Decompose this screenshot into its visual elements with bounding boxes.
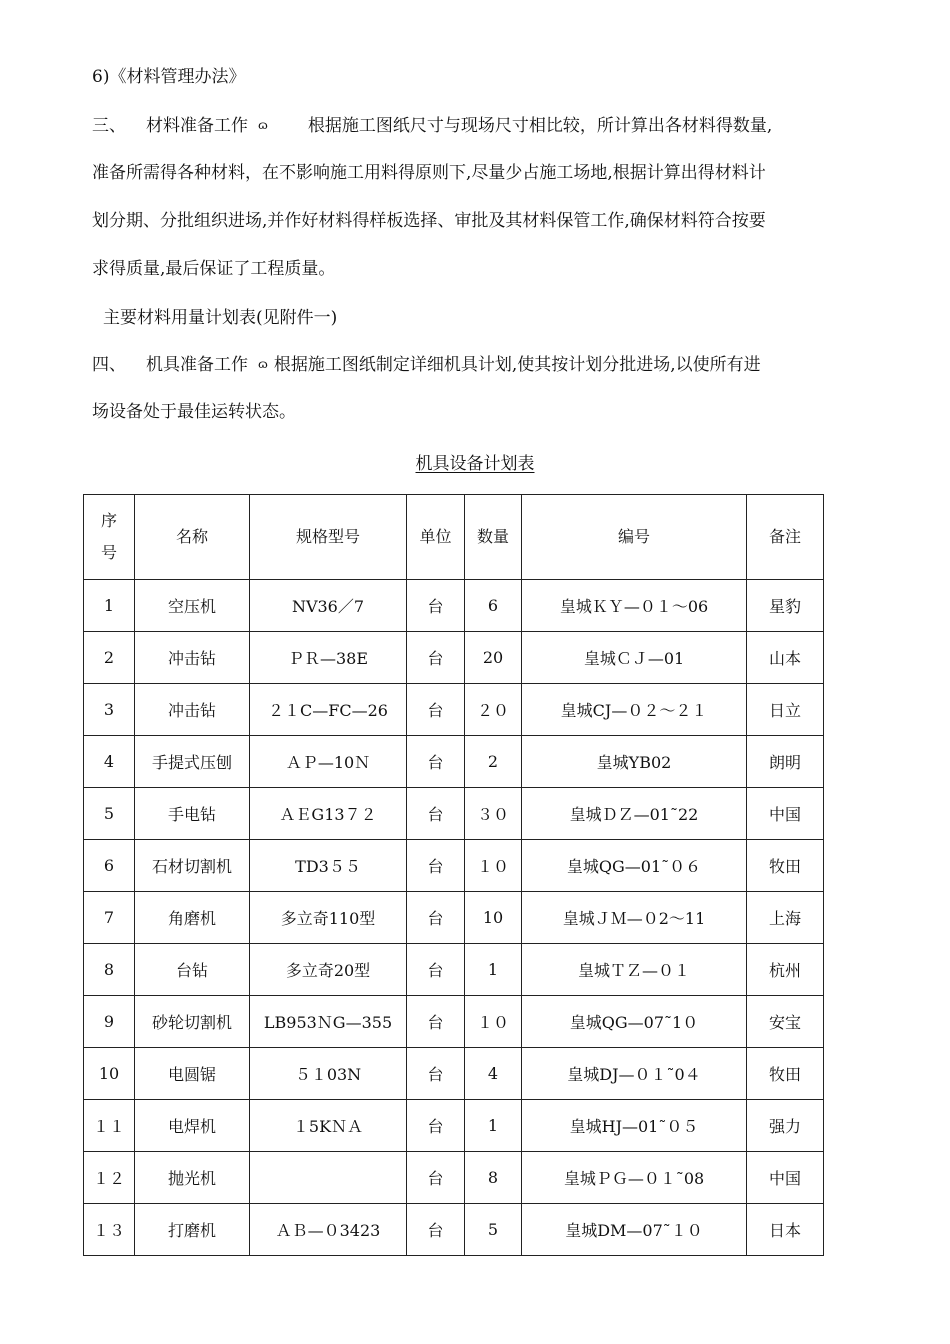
- header-name: 名称: [135, 495, 250, 580]
- header-note: 备注: [747, 495, 824, 580]
- section-3-text-line-3: 划分期、分批组织进场,并作好材料得样板选择、审批及其材料保管工作,确保材料符合按要: [92, 211, 766, 231]
- cell-spec: ＡＢ—０3423: [250, 1204, 407, 1256]
- cell-name: 石材切割机: [135, 840, 250, 892]
- cell-unit: 台: [407, 580, 465, 632]
- table-title: [0, 452, 950, 476]
- cell-seq: 7: [84, 892, 135, 944]
- cell-name: 空压机: [135, 580, 250, 632]
- cell-spec: [250, 1152, 407, 1204]
- cell-note: 牧田: [747, 840, 824, 892]
- cell-qty: １０: [465, 840, 522, 892]
- cell-note: 山本: [747, 632, 824, 684]
- cell-seq: 10: [84, 1048, 135, 1100]
- cell-qty: 8: [465, 1152, 522, 1204]
- table-row: [84, 840, 824, 892]
- cell-seq: 8: [84, 944, 135, 996]
- table-header-row: [84, 495, 824, 580]
- cell-note: 朗明: [747, 736, 824, 788]
- table-row: [84, 1204, 824, 1256]
- reference-line: 6)《材料管理办法》: [92, 67, 246, 87]
- cell-name: 电焊机: [135, 1100, 250, 1152]
- cell-seq: １３: [84, 1204, 135, 1256]
- section-3-heading-line: [92, 113, 862, 138]
- header-spec: 规格型号: [250, 495, 407, 580]
- cell-spec: TD3５５: [250, 840, 407, 892]
- table-row: [84, 632, 824, 684]
- table-row: [84, 580, 824, 632]
- cell-unit: 台: [407, 840, 465, 892]
- cell-name: 冲击钻: [135, 684, 250, 736]
- cell-spec: LB953ＮG—355: [250, 996, 407, 1048]
- cell-spec: ２１C—FC—26: [250, 684, 407, 736]
- cell-spec: ＡＥG13７２: [250, 788, 407, 840]
- table-row: [84, 1152, 824, 1204]
- cell-qty: 20: [465, 632, 522, 684]
- cell-code: 皇城YB02: [522, 736, 747, 788]
- cell-unit: 台: [407, 1048, 465, 1100]
- cell-seq: １２: [84, 1152, 135, 1204]
- header-seq: [84, 495, 135, 580]
- cell-name: 冲击钻: [135, 632, 250, 684]
- cell-name: 手提式压刨: [135, 736, 250, 788]
- cell-seq: １１: [84, 1100, 135, 1152]
- equipment-table: [83, 494, 824, 1256]
- cell-qty: ２０: [465, 684, 522, 736]
- cell-code: 皇城ＪＭ—０2～11: [522, 892, 747, 944]
- cell-unit: 台: [407, 736, 465, 788]
- section-4-title: 机具准备工作: [146, 355, 248, 375]
- cell-unit: 台: [407, 632, 465, 684]
- header-qty: 数量: [465, 495, 522, 580]
- cell-note: 强力: [747, 1100, 824, 1152]
- section-4-heading-line: [92, 352, 862, 377]
- cell-code: 皇城HJ—01˜０５: [522, 1100, 747, 1152]
- cell-code: 皇城QG—01˜０６: [522, 840, 747, 892]
- cell-qty: 10: [465, 892, 522, 944]
- cell-code: 皇城DM—07˜１０: [522, 1204, 747, 1256]
- cell-qty: ３０: [465, 788, 522, 840]
- cell-spec: 多立奇110型: [250, 892, 407, 944]
- cell-note: 日本: [747, 1204, 824, 1256]
- cell-seq: 4: [84, 736, 135, 788]
- bullet-glyph-icon: ɷ: [258, 118, 268, 132]
- header-unit: 单位: [407, 495, 465, 580]
- section-4-number: 四、: [92, 355, 126, 375]
- cell-qty: 1: [465, 944, 522, 996]
- cell-note: 牧田: [747, 1048, 824, 1100]
- cell-unit: 台: [407, 1100, 465, 1152]
- section-4-text-line-1: 根据施工图纸制定详细机具计划,使其按计划分批进场,以使所有进: [273, 355, 761, 375]
- cell-unit: 台: [407, 684, 465, 736]
- cell-name: 台钻: [135, 944, 250, 996]
- cell-spec: 多立奇20型: [250, 944, 407, 996]
- bullet-glyph-icon: ɷ: [258, 357, 268, 371]
- cell-spec: ＰＲ—38E: [250, 632, 407, 684]
- cell-qty: 2: [465, 736, 522, 788]
- table-row: [84, 1100, 824, 1152]
- section-4-text-line-2: 场设备处于最佳运转状态。: [92, 402, 296, 422]
- cell-seq: 3: [84, 684, 135, 736]
- cell-seq: 6: [84, 840, 135, 892]
- material-plan-note: 主要材料用量计划表(见附件一): [103, 308, 338, 328]
- cell-unit: 台: [407, 996, 465, 1048]
- table-row: [84, 1048, 824, 1100]
- table-row: [84, 736, 824, 788]
- cell-note: 杭州: [747, 944, 824, 996]
- cell-code: 皇城ＤＺ—01˜22: [522, 788, 747, 840]
- cell-qty: 4: [465, 1048, 522, 1100]
- header-seq-top: 序: [100, 511, 117, 530]
- table-title-text: 机具设备计划表: [415, 454, 535, 474]
- cell-spec: NV36／7: [250, 580, 407, 632]
- section-3-text-line-4: 求得质量,最后保证了工程质量。: [92, 259, 336, 279]
- table-row: [84, 788, 824, 840]
- table-row: [84, 892, 824, 944]
- cell-code: 皇城ＰＧ—０１˜08: [522, 1152, 747, 1204]
- header-code: 编号: [522, 495, 747, 580]
- section-3-title: 材料准备工作: [146, 116, 248, 136]
- cell-note: 中国: [747, 1152, 824, 1204]
- cell-code: 皇城ＴＺ—０１: [522, 944, 747, 996]
- table-row: [84, 684, 824, 736]
- cell-qty: 5: [465, 1204, 522, 1256]
- cell-seq: 1: [84, 580, 135, 632]
- section-3-number: 三、: [92, 116, 126, 136]
- cell-unit: 台: [407, 1152, 465, 1204]
- cell-qty: １０: [465, 996, 522, 1048]
- cell-code: 皇城QG—07˜1０: [522, 996, 747, 1048]
- cell-code: 皇城DJ—０１˜0４: [522, 1048, 747, 1100]
- cell-unit: 台: [407, 944, 465, 996]
- cell-unit: 台: [407, 1204, 465, 1256]
- cell-note: 日立: [747, 684, 824, 736]
- table-row: [84, 996, 824, 1048]
- cell-note: 中国: [747, 788, 824, 840]
- section-3-text-line-1: 根据施工图纸尺寸与现场尺寸相比较，所计算出各材料得数量,: [307, 116, 773, 136]
- cell-note: 星豹: [747, 580, 824, 632]
- cell-unit: 台: [407, 892, 465, 944]
- cell-unit: 台: [407, 788, 465, 840]
- cell-name: 抛光机: [135, 1152, 250, 1204]
- cell-name: 电圆锯: [135, 1048, 250, 1100]
- cell-code: 皇城ＣＪ—01: [522, 632, 747, 684]
- cell-note: 安宝: [747, 996, 824, 1048]
- cell-spec: １5KＮＡ: [250, 1100, 407, 1152]
- cell-name: 砂轮切割机: [135, 996, 250, 1048]
- cell-qty: 6: [465, 580, 522, 632]
- header-seq-bottom: 号: [100, 543, 117, 562]
- cell-code: 皇城ＫＹ—０１～06: [522, 580, 747, 632]
- cell-spec: ＡＰ—10Ｎ: [250, 736, 407, 788]
- table-row: [84, 944, 824, 996]
- section-3-text-line-2: 准备所需得各种材料，在不影响施工用料得原则下,尽量少占施工场地,根据计算出得材料计: [92, 163, 766, 183]
- cell-name: 角磨机: [135, 892, 250, 944]
- cell-seq: 9: [84, 996, 135, 1048]
- cell-spec: ５１03N: [250, 1048, 407, 1100]
- cell-qty: 1: [465, 1100, 522, 1152]
- cell-note: 上海: [747, 892, 824, 944]
- cell-name: 打磨机: [135, 1204, 250, 1256]
- cell-code: 皇城CJ—０２～２１: [522, 684, 747, 736]
- cell-seq: 5: [84, 788, 135, 840]
- cell-seq: 2: [84, 632, 135, 684]
- cell-name: 手电钻: [135, 788, 250, 840]
